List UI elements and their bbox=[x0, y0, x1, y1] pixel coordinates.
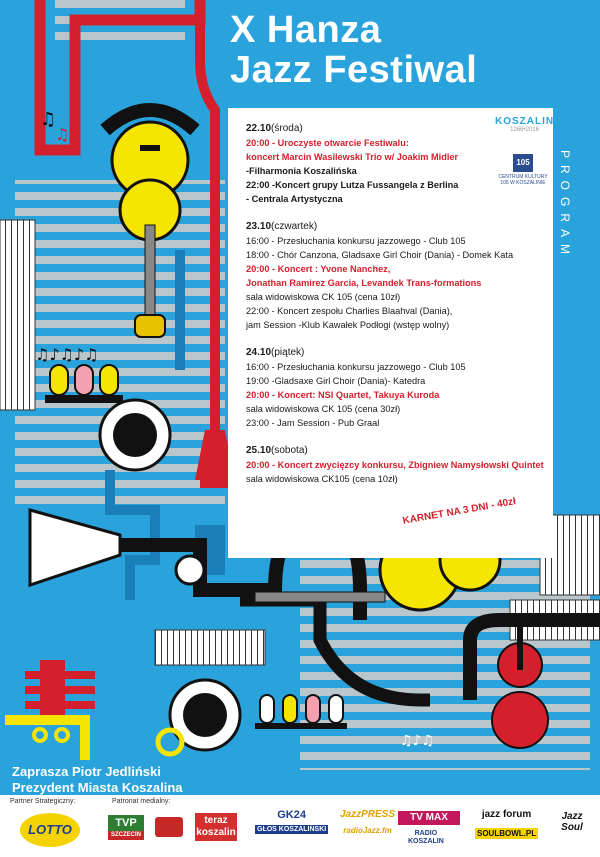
event-line: 22:00 -Koncert grupy Lutza Fussangela z Berlina bbox=[246, 180, 459, 190]
day-weekday: (środa) bbox=[271, 123, 303, 134]
red-sax-block bbox=[40, 660, 65, 720]
event-line: koncert Marcin Wasilewski Trio w/ Joakim Midler bbox=[246, 152, 459, 162]
soulbowl-logo-text: SOULBOWL.PL bbox=[477, 829, 537, 838]
event-line: -Filharmonia Koszalińska bbox=[246, 166, 357, 176]
event-line: 20:00 - Koncert zwycięzcy konkursu, Zbigniew Namysłowski Quintet bbox=[246, 460, 544, 470]
record-bottom-center bbox=[183, 693, 227, 737]
jazzpress-logo bbox=[340, 809, 395, 835]
day-header bbox=[246, 346, 546, 360]
day-22-10 bbox=[246, 122, 546, 206]
blue-bar-1 bbox=[175, 250, 185, 370]
day-date: 25.10 bbox=[246, 445, 272, 456]
day-23-10 bbox=[246, 220, 546, 332]
teraz-koszalin-logo bbox=[195, 813, 237, 841]
event-line: jam Session -Klub Kawałek Podłogi (wstęp wolny) bbox=[246, 320, 450, 330]
event-line: sala widowiskowa CK 105 (cena 10zł) bbox=[246, 292, 401, 302]
event-line: 23:00 - Jam Session - Pub Graal bbox=[246, 418, 380, 428]
tvmax-logo-text: TV MAX bbox=[410, 812, 448, 823]
program-vertical-label: PROGRAM bbox=[558, 150, 572, 262]
invitation bbox=[12, 764, 183, 796]
tvp-logo-city: SZCZECIN bbox=[108, 831, 144, 840]
gk24-logo bbox=[255, 809, 328, 834]
guitar-neck bbox=[140, 145, 160, 151]
radio-koszalin-text-2: KOSZALIN bbox=[408, 838, 444, 845]
guitar-mid-neck bbox=[255, 592, 385, 602]
event-line: sala widowiskowa CK105 (cena 10zł) bbox=[246, 474, 398, 484]
title-line-2: Jazz Festiwal bbox=[230, 49, 478, 91]
lotto-logo bbox=[20, 813, 80, 847]
trumpet-bell bbox=[30, 510, 120, 585]
tvp-logo bbox=[108, 815, 144, 840]
event-line: 22:00 - Koncert zespołu Charlies Blaahval (Dania), bbox=[246, 306, 453, 316]
partner-label: Partner Strategiczny: bbox=[10, 798, 76, 805]
day-24-10 bbox=[246, 346, 546, 430]
day-date: 24.10 bbox=[246, 347, 272, 358]
record-small bbox=[176, 556, 204, 584]
record-top-center bbox=[113, 413, 157, 457]
radiojazz-logo-text: radioJazz.fm bbox=[343, 826, 392, 835]
music-notes-3: ♫♪♫♪♫ bbox=[35, 345, 99, 364]
jazzforum-logo bbox=[475, 809, 538, 839]
pass-price-badge: KARNET NA 3 DNI - 40zł bbox=[398, 494, 521, 528]
day-header bbox=[246, 444, 546, 458]
programme-panel bbox=[228, 108, 553, 558]
tvp-logo-text: TVP bbox=[108, 815, 144, 831]
ck105-logo-name: CENTRUM KULTURY 105 W KOSZALINIE bbox=[498, 174, 548, 186]
day-weekday: (czwartek) bbox=[271, 221, 318, 232]
tvmax-logo bbox=[398, 811, 460, 825]
jazzforum-logo-text: jazz forum bbox=[481, 809, 532, 820]
keyboard-mid bbox=[155, 630, 265, 665]
ck105-logo-number: 105 bbox=[513, 154, 533, 172]
event-line: 16:00 - Przesłuchania konkursu jazzowego - Club 105 bbox=[246, 362, 466, 372]
red-bell bbox=[200, 480, 230, 488]
jazz-soul-logo bbox=[552, 811, 592, 833]
event-line: 20:00 - Koncert : Yvone Nanchez, bbox=[246, 264, 391, 274]
glos-logo-text: GŁOS KOSZALIŃSKI bbox=[257, 826, 327, 833]
double-bass-lower bbox=[492, 692, 548, 748]
teraz-logo-text-2: koszalin bbox=[196, 827, 236, 838]
double-bass-neck bbox=[517, 620, 523, 670]
event-line: 18:00 - Chór Canzona, Gladsaxe Girl Choir (Dania) - Domek Kata bbox=[246, 250, 514, 260]
media-label: Patronat medialny: bbox=[112, 798, 171, 805]
day-date: 22.10 bbox=[246, 123, 272, 134]
event-line: 16:00 - Przesłuchania konkursu jazzowego - Club 105 bbox=[246, 236, 466, 246]
music-notes-4: ♫♪♫ bbox=[400, 733, 435, 749]
day-header bbox=[246, 220, 546, 234]
yellow-sax-key-2 bbox=[56, 729, 68, 741]
music-notes-2: ♫ bbox=[55, 125, 70, 144]
radio-koszalin-logo bbox=[408, 830, 444, 846]
day-weekday: (sobota) bbox=[271, 445, 308, 456]
day-25-10 bbox=[246, 444, 546, 486]
koszalin-logo-text: KOSZALIN bbox=[495, 116, 555, 127]
day-date: 23.10 bbox=[246, 221, 272, 232]
mm-logo bbox=[155, 817, 183, 837]
gk24-logo-text: GK24 bbox=[277, 809, 306, 821]
sponsors-footer bbox=[0, 795, 600, 857]
koszalin-logo-years: 1266•2016 bbox=[510, 127, 539, 133]
event-line: sala widowiskowa CK 105 (cena 30zł) bbox=[246, 404, 401, 414]
yellow-sax-key-1 bbox=[34, 729, 46, 741]
guitar-head bbox=[135, 315, 165, 337]
event-line: - Centrala Artystyczna bbox=[246, 194, 343, 204]
teraz-logo-text-1: teraz bbox=[204, 815, 228, 826]
event-line: Jonathan Ramirez Garcia, Levandek Trans-formations bbox=[246, 278, 482, 288]
event-line: 19:00 -Gladsaxe Girl Choir (Dania)- Katedra bbox=[246, 376, 426, 386]
keyboard-left bbox=[0, 220, 35, 410]
radio-koszalin-text-1: RADIO bbox=[414, 830, 438, 837]
festival-title bbox=[230, 10, 477, 90]
day-header bbox=[246, 122, 546, 136]
jazz-soul-logo-text: Jazz Soul bbox=[561, 811, 583, 833]
invitation-line-1: Zaprasza Piotr Jedliński bbox=[12, 764, 161, 779]
invitation-line-2: Prezydent Miasta Koszalina bbox=[12, 780, 183, 795]
mics-left bbox=[45, 365, 123, 403]
french-horn bbox=[158, 730, 182, 754]
day-weekday: (piątek) bbox=[271, 347, 305, 358]
jazzpress-logo-text: JazzPRESS bbox=[340, 809, 396, 820]
event-line: 20:00 - Uroczyste otwarcie Festiwalu: bbox=[246, 138, 409, 148]
lotto-logo-text: LOTTO bbox=[28, 822, 72, 837]
title-line-1: X Hanza bbox=[230, 9, 382, 51]
event-line: 20:00 - Koncert: NSI Quartet, Takuya Kuroda bbox=[246, 390, 440, 400]
music-notes-1: ♫ bbox=[40, 109, 57, 130]
